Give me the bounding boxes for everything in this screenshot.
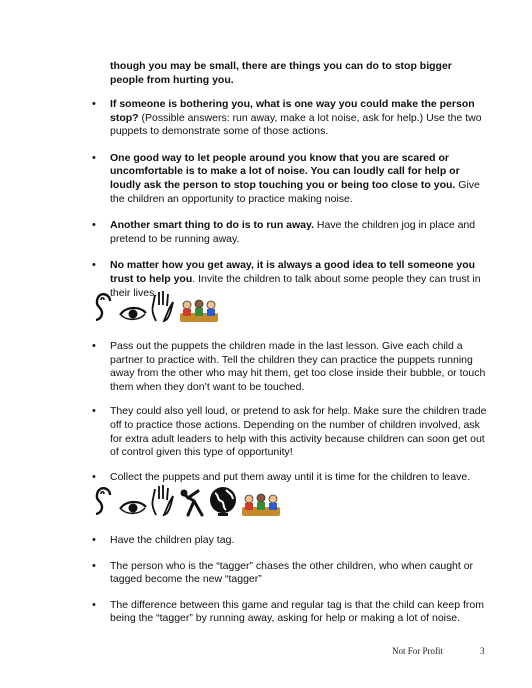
bold-text: No matter how you get away, it is always a good idea to tell someone you trust to help you: [110, 259, 476, 285]
stretching-figure-icon: [178, 487, 206, 522]
list-item: • They could also yell loud, or pretend to ask for help. Make sure the children trade off to practice those actions. Depending on the number of children involved, ask for extra adult leaders to help with this activity because children can soon get out of control given this type of opportunity!: [92, 405, 492, 459]
page-number: 3: [480, 646, 485, 656]
globe-icon: [208, 485, 238, 522]
icon-row-activity: [92, 292, 220, 328]
bold-text: One good way to let people around you know that you are scared or uncomfortable is to make a lot of noise. You can loudly call for help or loudly ask the person to stop touching you or being too close to you.: [110, 151, 460, 191]
ear-icon: [92, 483, 116, 522]
bold-text: Another smart thing to do is to run away.: [110, 219, 314, 232]
regular-text: (Possible answers: run away, make a lot noise, ask for help.) Use the two puppets to demonstrate some of those actions.: [110, 111, 482, 138]
list-item: • The person who is the “tagger” chases the other children, who when caught or tagged become the new “tagger”: [92, 560, 492, 587]
group-icon: [178, 297, 220, 328]
bullet-list-puppets: [92, 340, 492, 495]
hand-icon: [150, 289, 176, 328]
list-item: [92, 152, 492, 206]
list-item: • The difference between this game and regular tag is that the child can keep from being the “tagger” by running away, asking for help or making a lot of noise.: [92, 599, 492, 626]
list-item: • Collect the puppets and put them away until it is time for the children to leave.: [92, 471, 492, 485]
regular-text: Give the children an opportunity to practice making noise.: [110, 178, 480, 205]
footer-text: Not For Profit: [392, 646, 444, 656]
bullet-list-tag-game: [92, 534, 492, 638]
regular-text: . Invite the children to talk about some people they can trust in their lives.: [110, 272, 481, 299]
hand-icon: [150, 483, 176, 522]
regular-text: Have the children jog in place and pretend to be running away.: [110, 219, 476, 245]
bullet-list-discussion: [92, 98, 492, 313]
list-item: • Pass out the puppets the children made in the last lesson. Give each child a partner to practice with. Tell the children they can practice the puppets running away from the other who may hit them, get too close inside their bubble, or touch them when they don’t want to be touched.: [92, 340, 492, 394]
list-item: [92, 219, 492, 246]
icon-row-game: [92, 486, 282, 522]
list-item: [92, 98, 492, 139]
group-icon: [240, 491, 282, 522]
intro-text: though you may be small, there are things you can do to stop bigger people from hurting you.: [110, 60, 452, 86]
list-item: • Have the children play tag.: [92, 534, 492, 548]
eye-icon: [118, 303, 148, 328]
eye-icon: [118, 497, 148, 522]
bold-text: If someone is bothering you, what is one way you could make the person stop?: [110, 98, 475, 124]
ear-icon: [92, 289, 116, 328]
